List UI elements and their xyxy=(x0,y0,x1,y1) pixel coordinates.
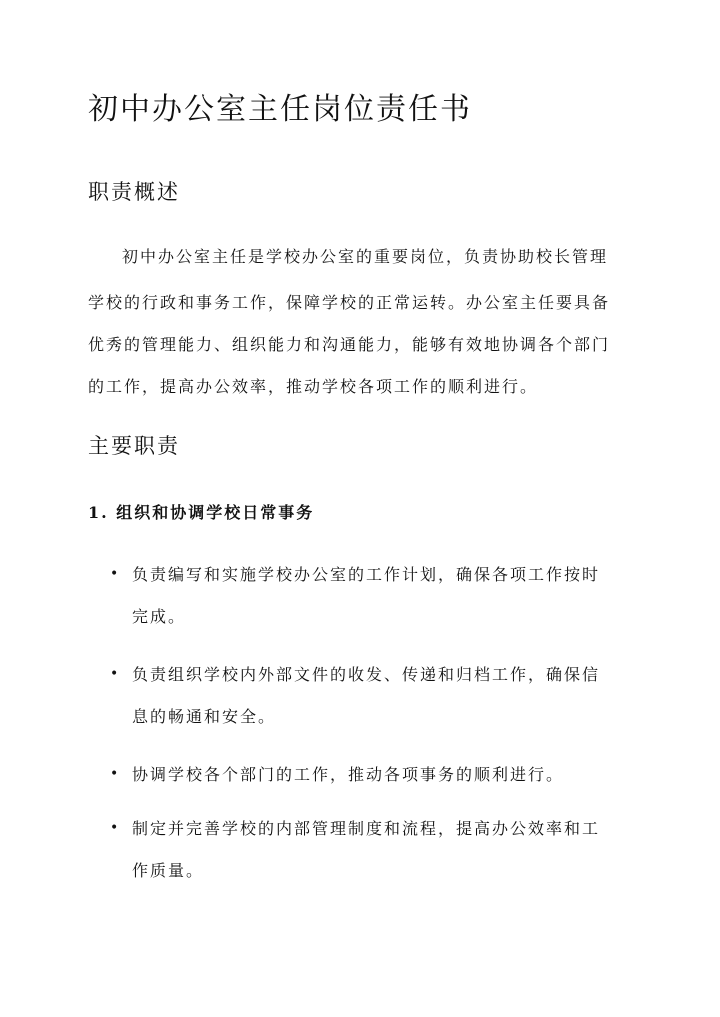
section-heading-main-duties: 主要职责 xyxy=(88,434,180,458)
list-item-line: 协调学校各个部门的工作，推动各项事务的顺利进行。 xyxy=(132,765,565,784)
bullet-icon: • xyxy=(110,666,119,682)
list-item-line: 负责组织学校内外部文件的收发、传递和归档工作，确保信 xyxy=(132,665,601,684)
list-item-line: 息的畅通和安全。 xyxy=(132,707,277,726)
overview-paragraph-line: 优秀的管理能力、组织能力和沟通能力，能够有效地协调各个部门 xyxy=(88,335,611,354)
overview-paragraph-line: 的工作，提高办公效率，推动学校各项工作的顺利进行。 xyxy=(88,377,539,396)
section-heading-overview: 职责概述 xyxy=(88,180,180,204)
list-item-line: 制定并完善学校的内部管理制度和流程，提高办公效率和工 xyxy=(132,819,601,838)
overview-paragraph-line: 初中办公室主任是学校办公室的重要岗位，负责协助校长管理 xyxy=(122,247,609,266)
list-item-line: 完成。 xyxy=(132,607,187,626)
bullet-icon: • xyxy=(110,820,119,836)
document-title: 初中办公室主任岗位责任书 xyxy=(88,92,472,127)
bullet-icon: • xyxy=(110,566,119,582)
overview-paragraph-line: 学校的行政和事务工作，保障学校的正常运转。办公室主任要具备 xyxy=(88,293,611,312)
list-item-line: 作质量。 xyxy=(132,861,205,880)
subsection-heading: 1. 组织和协调学校日常事务 xyxy=(88,503,315,522)
list-item-line: 负责编写和实施学校办公室的工作计划，确保各项工作按时 xyxy=(132,565,601,584)
bullet-icon: • xyxy=(110,766,119,782)
